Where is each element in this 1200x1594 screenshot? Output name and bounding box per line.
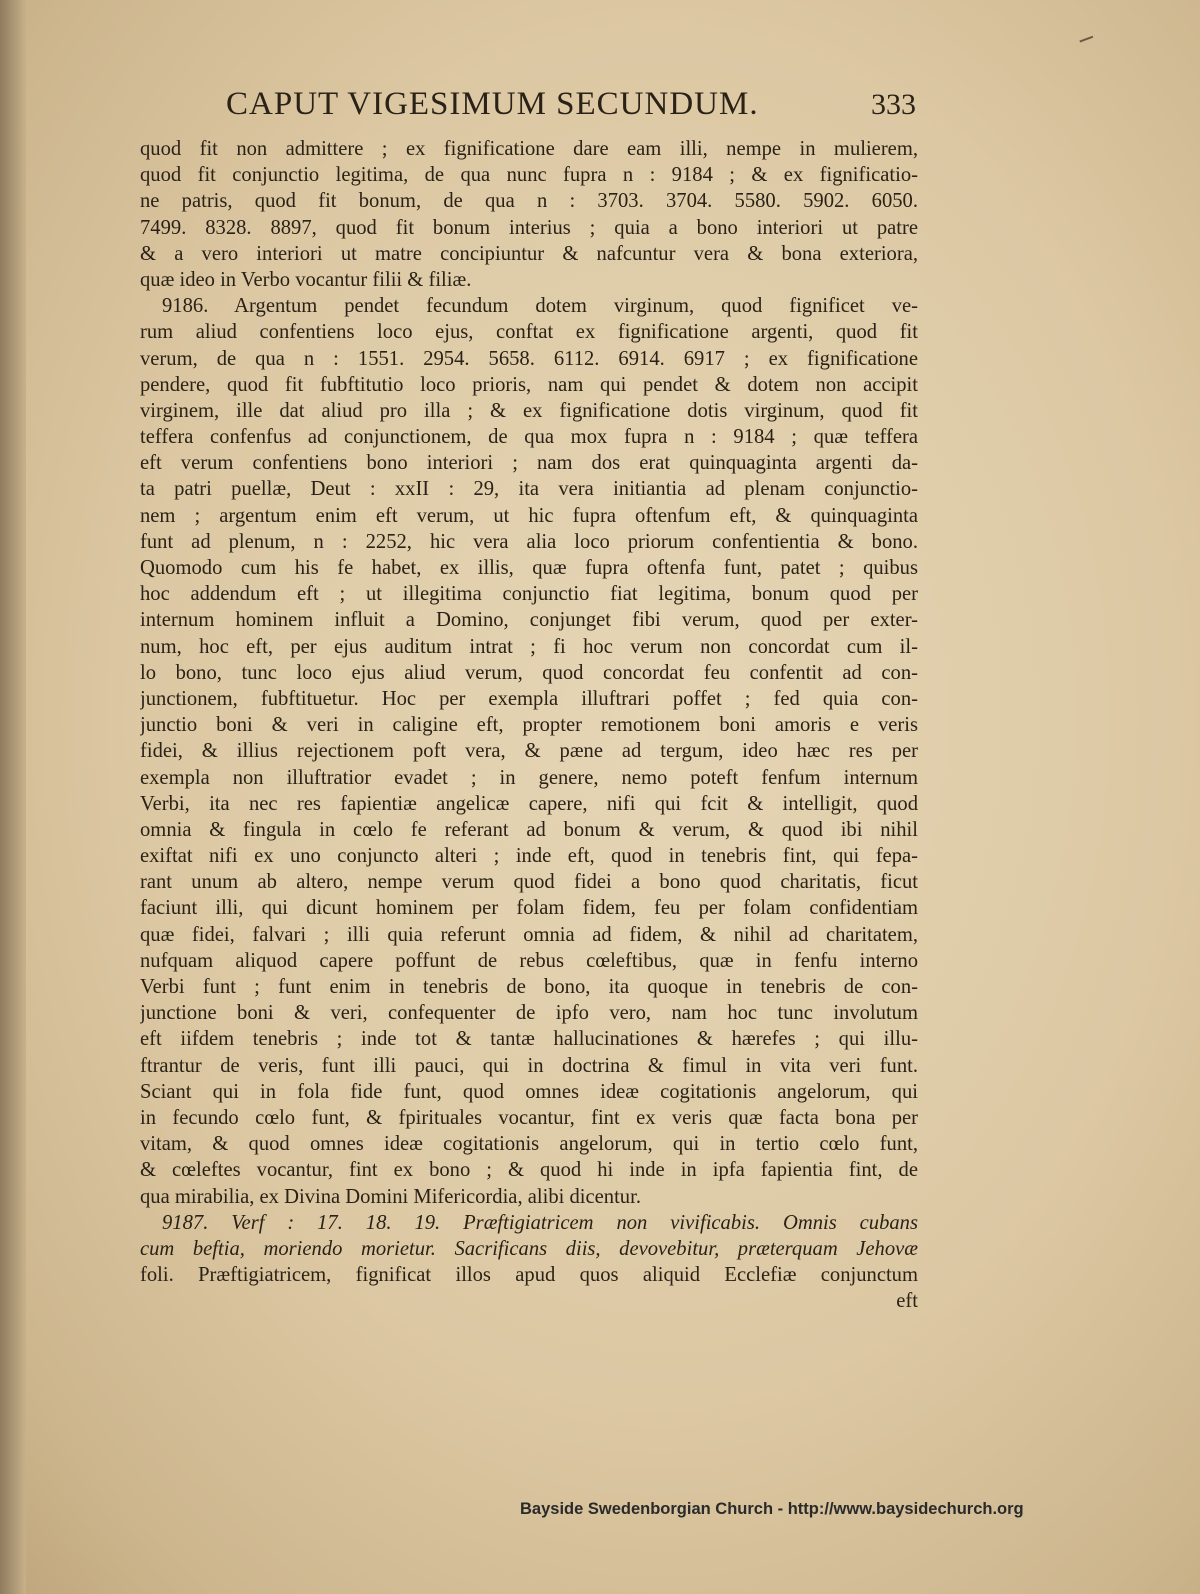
text-line: rant unum ab altero, nempe verum quod fidei a bono quod charitatis, ficut bbox=[140, 871, 918, 894]
text-line: omnia & fingula in cœlo fe referant ad bonum & verum, & quod ibi nihil bbox=[140, 818, 918, 841]
text-line: 7499. 8328. 8897, quod fit bonum interius ; quia a bono interiori ut patre bbox=[140, 216, 918, 239]
text-line: cum beftia, moriendo morietur. Sacrificans diis, devovebitur, præterquam Jehovæ bbox=[140, 1237, 918, 1260]
page-gutter-shadow bbox=[0, 0, 26, 1594]
text-line: fidei, & illius rejectionem poft vera, & pæne ad tergum, ideo hæc res per bbox=[140, 740, 918, 763]
running-title: CAPUT VIGESIMUM SECUNDUM. bbox=[226, 86, 759, 122]
text-line: eft verum confentiens bono interiori ; nam dos erat quinquaginta argenti da- bbox=[140, 452, 918, 475]
text-line: vitam, & quod omnes ideæ cogitationis angelorum, qui in tertio cœlo funt, bbox=[140, 1133, 918, 1156]
paragraph-9186-start: 9186. Argentum pendet fecundum dotem virginum, quod fignificet ve- bbox=[162, 295, 918, 318]
page-corner-mark bbox=[1079, 36, 1094, 46]
text-line: qua mirabilia, ex Divina Domini Mifericordia, alibi dicentur. bbox=[140, 1185, 641, 1208]
text-line: eft iifdem tenebris ; inde tot & tantæ hallucinationes & hærefes ; qui illu- bbox=[140, 1028, 918, 1051]
source-watermark: Bayside Swedenborgian Church - http://www.baysidechurch.org bbox=[520, 1500, 1024, 1518]
text-line: Verbi, ita nec res fapientiæ angelicæ capere, nifi qui fcit & intelligit, quod bbox=[140, 792, 918, 815]
text-line: Quomodo cum his fe habet, ex illis, quæ fupra oftenfa funt, patet ; quibus bbox=[140, 557, 918, 579]
text-line: num, hoc eft, per ejus auditum intrat ; fi hoc verum non concordat cum il- bbox=[140, 635, 918, 658]
page-number: 333 bbox=[871, 88, 916, 121]
text-line: funt ad plenum, n : 2252, hic vera alia loco priorum confentientia & bono. bbox=[140, 530, 918, 553]
text-line: exempla non illuftratior evadet ; in genere, nemo poteft fenfum internum bbox=[140, 766, 918, 789]
text-line: nufquam aliquod capere poffunt de rebus cœleftibus, quæ in fenfu interno bbox=[140, 949, 918, 972]
text-line: junctione boni & veri, confequenter de ipfo vero, nam hoc tunc involutum bbox=[140, 1002, 918, 1025]
text-line: foli. Præftigiatricem, fignificat illos apud quos aliquid Ecclefiæ conjunctum bbox=[140, 1264, 918, 1287]
text-line: hoc addendum eft ; ut illegitima conjunctio fiat legitima, bonum quod per bbox=[140, 583, 918, 606]
text-line: ta patri puellæ, Deut : xxII : 29, ita vera initiantia ad plenam conjunctio- bbox=[140, 478, 918, 501]
text-line: quod fit conjunctio legitima, de qua nunc fupra n : 9184 ; & ex fignificatio- bbox=[140, 164, 918, 187]
text-line: Sciant qui in fola fide funt, quod omnes ideæ cogitationis angelorum, qui bbox=[140, 1080, 918, 1103]
text-line: nem ; argentum enim eft verum, ut hic fupra oftenfum eft, & quinquaginta bbox=[140, 504, 918, 527]
text-line: quæ fidei, falvari ; illi quia referunt omnia ad fidem, & nihil ad charitatem, bbox=[140, 923, 918, 946]
text-line: & a vero interiori ut matre concipiuntur & nafcuntur vera & bona exteriora, bbox=[140, 242, 918, 265]
text-line: teffera confenfus ad conjunctionem, de qua mox fupra n : 9184 ; quæ teffera bbox=[140, 426, 918, 449]
text-line: pendere, quod fit fubftitutio loco prioris, nam qui pendet & dotem non accipit bbox=[140, 373, 918, 396]
text-line: virginem, ille dat aliud pro illa ; & ex fignificatione dotis virginum, quod fit bbox=[140, 399, 918, 422]
text-line: & cœleftes vocantur, fint ex bono ; & quod hi inde in ipfa fapientia fint, de bbox=[140, 1159, 918, 1182]
text-line: junctio boni & veri in caligine eft, propter remotionem boni amoris e veris bbox=[140, 714, 918, 737]
text-line: junctionem, fubftituetur. Hoc per exempla illuftrari poffet ; fed quia con- bbox=[140, 687, 918, 710]
text-line: rum aliud confentiens loco ejus, conftat ex fignificatione argenti, quod fit bbox=[140, 321, 918, 344]
text-line: exiftat nifi ex uno conjuncto alteri ; inde eft, quod in tenebris fint, qui fepa- bbox=[140, 845, 918, 868]
page-header bbox=[226, 86, 916, 132]
text-line: ftrantur de veris, funt illi pauci, qui in doctrina & fimul in vita veri funt. bbox=[140, 1054, 918, 1077]
text-line: internum hominem influit a Domino, conjunget fibi verum, quod per exter- bbox=[140, 609, 918, 632]
catchword: eft bbox=[896, 1290, 918, 1313]
paragraph-9187-start: 9187. Verf : 17. 18. 19. Præftigiatricem non vivificabis. Omnis cubans bbox=[162, 1211, 918, 1234]
body-text bbox=[140, 136, 918, 1314]
text-line: Verbi funt ; funt enim in tenebris de bono, ita quoque in tenebris de con- bbox=[140, 976, 918, 998]
text-line: faciunt illi, qui dicunt hominem per folam fidem, feu per folam confidentiam bbox=[140, 897, 918, 920]
text-line: quod fit non admittere ; ex fignificatione dare eam illi, nempe in mulierem, bbox=[140, 138, 918, 160]
text-line: lo bono, tunc loco ejus aliud verum, quod concordat feu confentit ad con- bbox=[140, 661, 918, 684]
text-line: in fecundo cœlo funt, & fpirituales vocantur, fint ex veris quæ facta bona per bbox=[140, 1106, 918, 1129]
text-line: ne patris, quod fit bonum, de qua n : 3703. 3704. 5580. 5902. 6050. bbox=[140, 190, 918, 213]
text-line: quæ ideo in Verbo vocantur filii & filiæ. bbox=[140, 268, 472, 291]
text-line: verum, de qua n : 1551. 2954. 5658. 6112. 6914. 6917 ; ex fignificatione bbox=[140, 347, 918, 370]
